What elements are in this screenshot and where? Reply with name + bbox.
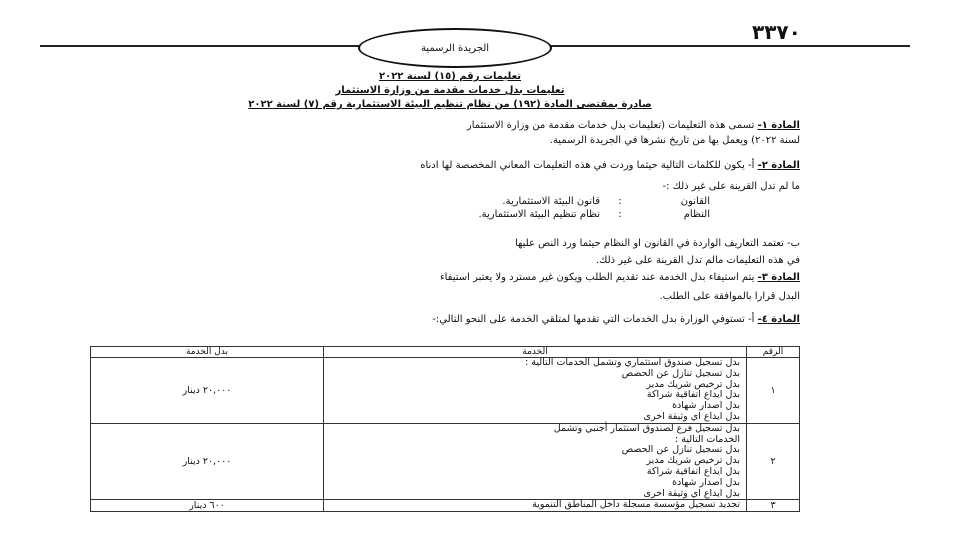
service-line: بدل ترخيص شريك مدير: [646, 378, 740, 390]
article-1: [100, 118, 800, 148]
header-fee: بدل الخدمة: [91, 347, 324, 358]
table-row: [91, 423, 800, 500]
service-line: بدل ايداع اتفاقية شراكة: [646, 389, 740, 401]
title-line-3: صادرة بمقتضى المادة (١٩٢) من نظام تنظيم البيئة الاستثمارية رقم (٧) لسنة ٢٠٢٢: [248, 99, 652, 110]
service-line: بدل ترخيص شريك مدير: [646, 455, 740, 467]
service-line: بدل ايداع اي وثيقة اخرى: [643, 410, 740, 422]
definition-term: النظام: [683, 209, 710, 220]
article-2-text-b-line-2: في هذه التعليمات مالم تدل القرينة على غير ذلك.: [596, 255, 800, 266]
gazette-name: الجريدة الرسمية: [420, 42, 490, 54]
definition-row: [330, 195, 710, 208]
definition-colon: :: [618, 209, 622, 220]
article-4-label: المادة ٤-: [757, 314, 800, 325]
article-2-part-b: [100, 236, 800, 268]
definition-colon: :: [618, 196, 622, 207]
row-num: ٢: [747, 423, 800, 500]
article-2-text-a-line-2: ما لم تدل القرينة على غير ذلك :-: [662, 181, 800, 192]
service-line: الخدمات التالية :: [675, 433, 740, 445]
service-line: بدل ايداع اي وثيقة اخرى: [643, 487, 740, 499]
row-fee: ٢٠,٠٠٠ دينار: [91, 423, 324, 500]
gazette-oval-badge: [358, 28, 552, 68]
article-1-label: المادة ١-: [757, 120, 800, 131]
row-fee: ٢٠,٠٠٠ دينار: [91, 358, 324, 424]
article-1-text-line-1: تسمى هذه التعليمات (تعليمات بدل خدمات مقدمة من وزارة الاستثمار: [466, 120, 755, 131]
service-line: بدل اصدار شهادة: [672, 400, 740, 412]
article-3: [100, 270, 800, 304]
table-row: [91, 358, 800, 424]
article-2: [100, 158, 800, 194]
service-line: بدل تسجيل صندوق استثماري وتشمل الخدمات التالية :: [525, 357, 740, 368]
row-service: [324, 358, 747, 424]
definition-row: [330, 208, 710, 221]
definition-term: القانون: [680, 196, 710, 207]
article-1-text-line-2: لسنة ٢٠٢٢) ويعمل بها من تاريخ نشرها في الجريدة الرسمية.: [549, 135, 800, 146]
definition-value: قانون البيئة الاستثمارية.: [502, 196, 600, 207]
fee-table: [90, 346, 800, 512]
definitions-list: [330, 195, 710, 221]
article-2-label: المادة ٢-: [757, 160, 800, 171]
row-num: ١: [747, 358, 800, 424]
row-num: ٣: [747, 500, 800, 512]
title-line-1: تعليمات رقم (١٥) لسنة ٢٠٢٢: [378, 71, 522, 82]
service-line: بدل ايداع اتفاقية شراكة: [646, 465, 740, 477]
service-line: تجديد تسجيل مؤسسة مسجلة داخل المناطق التنموية: [532, 499, 740, 511]
page-number: ٣٣٧٠: [752, 20, 801, 44]
row-service: [324, 500, 747, 512]
header-service: الخدمة: [324, 347, 747, 358]
service-line: بدل اصدار شهادة: [672, 476, 740, 488]
service-line: بدل تسجيل تنازل عن الحصص: [621, 367, 740, 379]
article-2-text-a-line-1: أ- يكون للكلمات التالية حيثما وردت في هذه التعليمات المعاني المخصصة لها ادناه: [420, 160, 755, 171]
definition-value: نظام تنظيم البيئة الاستثمارية.: [478, 209, 600, 220]
title-line-2: تعليمات بدل خدمات مقدمة من وزارة الاستثمار: [335, 85, 565, 96]
article-3-text-line-2: البدل قرارا بالموافقة على الطلب.: [659, 291, 800, 302]
document-titles: [100, 70, 800, 112]
fee-table-header-row: [91, 347, 800, 358]
article-2-text-b-line-1: ب- تعتمد التعاريف الواردة في القانون او النظام حيثما ورد النص عليها: [514, 238, 800, 249]
article-3-label: المادة ٣-: [757, 272, 800, 283]
service-line: بدل تسجيل تنازل عن الحصص: [621, 444, 740, 456]
article-4: [100, 312, 800, 327]
row-service: [324, 423, 747, 500]
row-fee: ٦٠٠ دينار: [91, 500, 324, 512]
table-row: [91, 500, 800, 512]
article-3-text-line-1: يتم استيفاء بدل الخدمة عند تقديم الطلب ويكون غير مسترد ولا يعتبر استيفاء: [439, 272, 755, 283]
article-4-text: أ- تستوفي الوزارة بدل الخدمات التي تقدمها لمتلقي الخدمة على النحو التالي:-: [432, 314, 755, 325]
header-num: الرقم: [747, 347, 800, 358]
service-line: بدل تسجيل فرع لصندوق استثمار أجنبي وتشمل: [553, 422, 740, 434]
